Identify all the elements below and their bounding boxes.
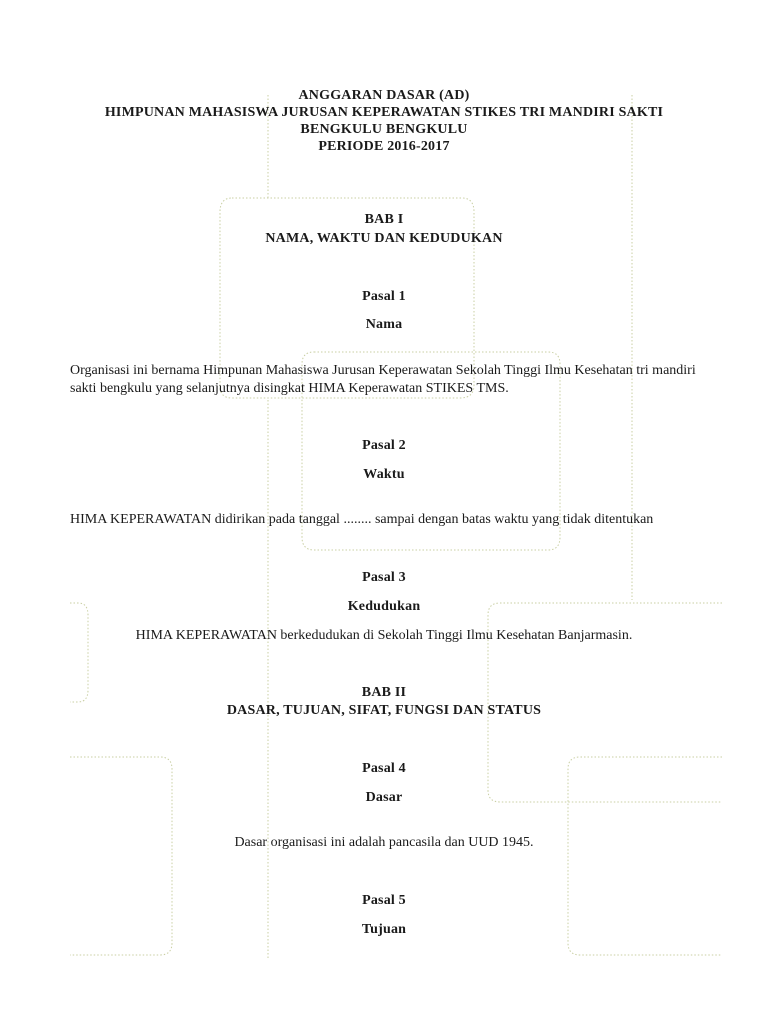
pasal-5-label: Pasal 5 [362, 893, 406, 908]
organization-location: BENGKULU BENGKULU [300, 122, 468, 137]
pasal-2-text: HIMA KEPERAWATAN didirikan pada tanggal ........ sampai dengan batas waktu yang tidak ditentukan [70, 512, 654, 527]
bab-1-label: BAB I [364, 212, 404, 227]
pasal-3-label: Pasal 3 [362, 570, 406, 585]
document-title: ANGGARAN DASAR (AD) [298, 88, 470, 103]
pasal-1-title: Nama [365, 317, 403, 332]
pasal-1-label: Pasal 1 [362, 289, 406, 304]
document-period: PERIODE 2016-2017 [318, 139, 450, 154]
bab-2-title: DASAR, TUJUAN, SIFAT, FUNGSI DAN STATUS [226, 703, 542, 718]
pasal-3-text: HIMA KEPERAWATAN berkedudukan di Sekolah Tinggi Ilmu Kesehatan Banjarmasin. [135, 628, 633, 643]
pasal-4-label: Pasal 4 [362, 761, 406, 776]
pasal-4-title: Dasar [365, 790, 403, 805]
pasal-2-title: Waktu [363, 467, 405, 482]
pasal-2-label: Pasal 2 [362, 438, 406, 453]
pasal-1-text: Organisasi ini bernama Himpunan Mahasiswa Jurusan Keperawatan Sekolah Tinggi Ilmu Kesehatan tri mandiri sakti bengkulu yang selanjutnya disingkat HIMA Keperawatan STIKES TMS. [70, 363, 696, 396]
pasal-4-text: Dasar organisasi ini adalah pancasila dan UUD 1945. [234, 835, 534, 850]
pasal-5-title: Tujuan [361, 922, 407, 937]
organization-name: HIMPUNAN MAHASISWA JURUSAN KEPERAWATAN STIKES TRI MANDIRI SAKTI [104, 105, 664, 120]
bab-1-title: NAMA, WAKTU DAN KEDUDUKAN [265, 231, 503, 246]
bab-2-label: BAB II [361, 685, 407, 700]
pasal-3-title: Kedudukan [347, 599, 421, 614]
